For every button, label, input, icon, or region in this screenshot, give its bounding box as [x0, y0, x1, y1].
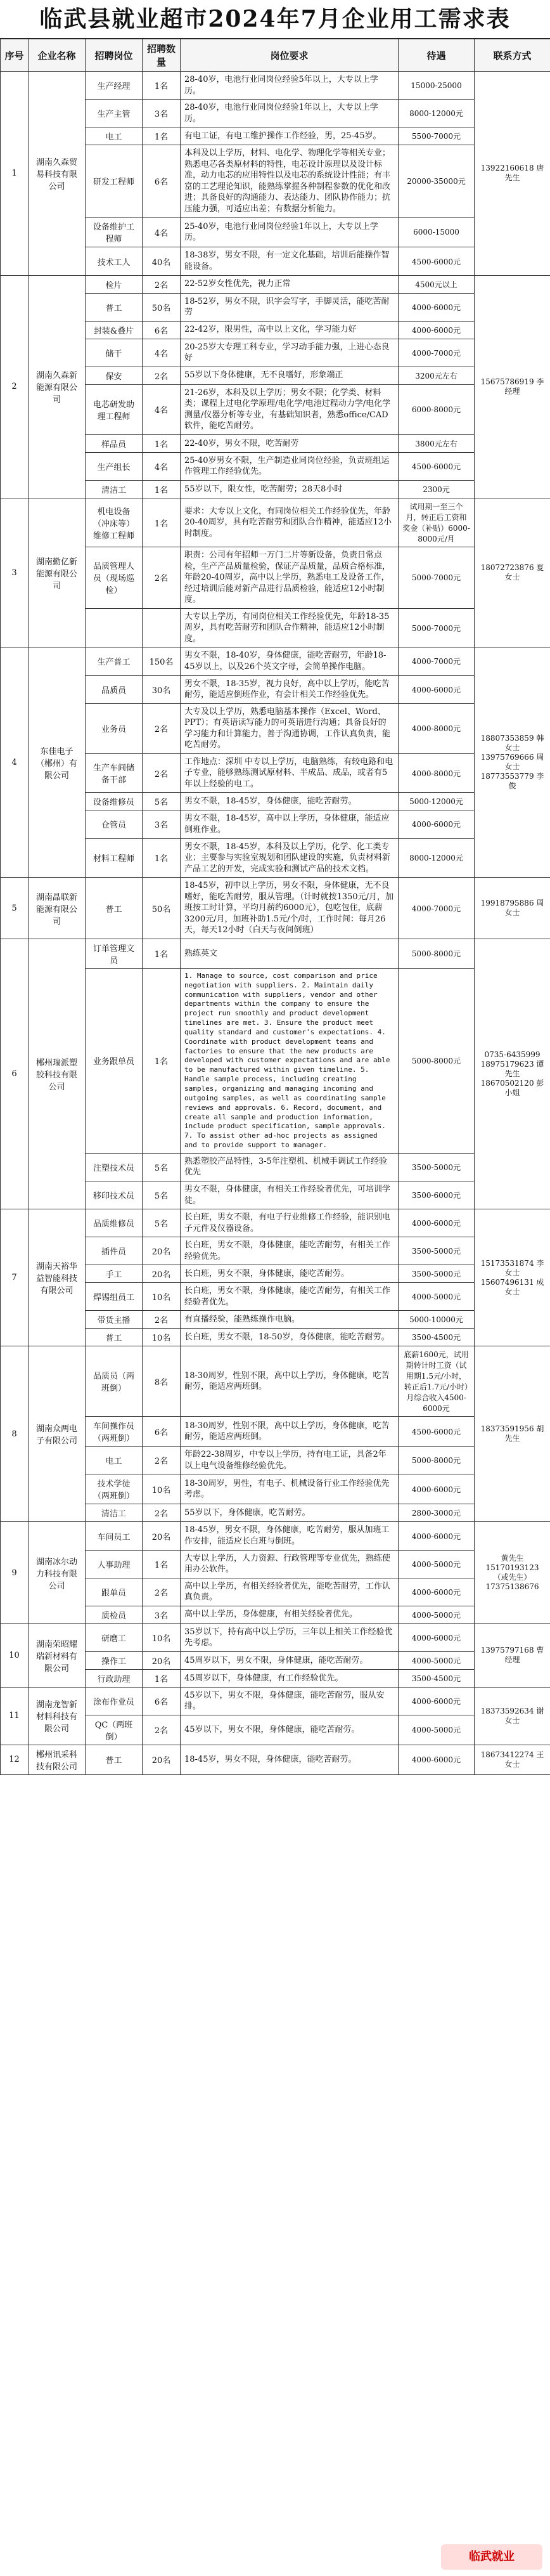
table-row: [1, 939, 550, 968]
cell-position: 品质员: [86, 675, 143, 703]
cell-count: 8名: [143, 1346, 181, 1417]
cell-position: 仓管员: [86, 810, 143, 838]
cell-requirements: 22-40岁，男女不限，吃苦耐劳: [181, 434, 399, 452]
cell-requirements: 工作地点：深圳 中专以上学历，电脑熟练，有较电路和电子专业，能够熟练测试原材料、半成品、成品，或者有5年以上经验的电工。: [181, 753, 399, 793]
cell-requirements: 大专以上学历，有同岗位相关工作经验优先，年龄18-35周岁，具有吃苦耐劳和团队合作精神，能适应12小时制度。: [181, 608, 399, 647]
header-seq: 序号: [1, 39, 29, 72]
cell-requirements: 45岁以下，男女不限，身体健康，能吃苦耐劳，服从安排。: [181, 1687, 399, 1715]
cell-pay: 3500-6000元: [399, 1181, 475, 1209]
cell-count: 2名: [143, 1311, 181, 1329]
cell-requirements: 年龄22-38周岁，中专以上学历，持有电工证，具备2年以上电气设备维修经验优先。: [181, 1447, 399, 1474]
cell-count: 4名: [143, 452, 181, 480]
cell-requirements: 55岁以下身体健康，无不良嗜好，形象端正: [181, 367, 399, 384]
cell-pay: 5500-7000元: [399, 127, 475, 145]
cell-pay: 4000-6000元: [399, 810, 475, 838]
cell-count: 1名: [143, 1669, 181, 1687]
header-count: 招聘数量: [143, 39, 181, 72]
cell-position: 业务员: [86, 703, 143, 753]
cell-company: 郴州瑞派塑胶科技有限公司: [29, 939, 86, 1209]
cell-requirements: 18-45岁，男女不限，身体健康，吃苦耐劳，服从加班工作安排，能适应长白班与倒班。: [181, 1522, 399, 1550]
cell-seq: 6: [1, 939, 29, 1209]
cell-contact: 0735-6435999 18975179623 谭先生 18670502120 彭小姐: [475, 939, 550, 1209]
cell-position: 注塑技术员: [86, 1153, 143, 1181]
cell-requirements: 职责：公司有年招师一万门二片等新设备，负责日常点检，生产产品质量检验，保证产品质量，品质合格标准，年龄20-40周岁，高中以上学历，熟悉电工及设备工作，经过培训后能对新产品进行品质检验，能适应12小时制度。: [181, 547, 399, 609]
table-row: [1, 498, 550, 547]
header-pay: 待遇: [399, 39, 475, 72]
cell-pay: 4500-6000元: [399, 452, 475, 480]
cell-count: [143, 608, 181, 647]
cell-contact: 15675786919 李经理: [475, 275, 550, 498]
cell-company: 湖南荣昭耀瑞新材料有限公司: [29, 1623, 86, 1687]
table-header: [1, 39, 550, 72]
cell-count: 2名: [143, 1578, 181, 1606]
table-row: [1, 1687, 550, 1715]
cell-position: 普工: [86, 1329, 143, 1346]
cell-requirements: 长白班，男女不限，身体健康，能吃苦耐劳，有相关工作经验优先。: [181, 1237, 399, 1265]
cell-position: 订单管理文员: [86, 939, 143, 968]
cell-requirements: 18-30周岁，性别不限，高中以上学历，身体健康，吃苦耐劳，能适应两班倒。: [181, 1417, 399, 1447]
cell-position: 带货主播: [86, 1311, 143, 1329]
cell-pay: 4000-5000元: [399, 1550, 475, 1578]
cell-requirements: 18-30周岁，性别不限，高中以上学历，身体健康，吃苦耐劳，能适应两班倒。: [181, 1346, 399, 1417]
header-position: 招聘岗位: [86, 39, 143, 72]
cell-position: 机电设备（冲床等）维修工程师: [86, 498, 143, 547]
cell-count: 5名: [143, 793, 181, 810]
cell-company: 湖南龙智新材料科技有限公司: [29, 1687, 86, 1745]
cell-position: 品质员（两班倒）: [86, 1346, 143, 1417]
cell-position: 设备维修员: [86, 793, 143, 810]
table-row: [1, 72, 550, 100]
cell-position: 普工: [86, 1745, 143, 1774]
table-row: [1, 878, 550, 939]
cell-position: 电工: [86, 1447, 143, 1474]
cell-requirements: 18-45岁，男女不限，身体健康，能吃苦耐劳。: [181, 1745, 399, 1774]
cell-pay: 8000-12000元: [399, 838, 475, 878]
cell-pay: 4000-6000元: [399, 1522, 475, 1550]
cell-contact: 18673412274 王女士: [475, 1745, 550, 1774]
cell-seq: 12: [1, 1745, 29, 1774]
cell-pay: 4000-5000元: [399, 1651, 475, 1669]
cell-requirements: 25-40岁男女不限，生产制造业同岗位经验，负责班组运作管理工作经验优先。: [181, 452, 399, 480]
cell-company: 湖南久森新能源有限公司: [29, 275, 86, 498]
cell-count: 6名: [143, 321, 181, 339]
cell-requirements: 22-52岁女性优先，视力正常: [181, 275, 399, 293]
cell-pay: 4000-6000元: [399, 1623, 475, 1651]
cell-contact: 13975797168 曹经理: [475, 1623, 550, 1687]
cell-count: 2名: [143, 753, 181, 793]
table-row: [1, 1623, 550, 1651]
cell-pay: 3500-5000元: [399, 1153, 475, 1181]
cell-requirements: 男女不限，18-35岁，视力良好，高中以上学历，能吃苦耐劳，能适应倒班作业，有会计相关工作经验优先。: [181, 675, 399, 703]
cell-count: 6名: [143, 1687, 181, 1715]
cell-pay: 4000-6000元: [399, 293, 475, 321]
cell-count: 5名: [143, 1153, 181, 1181]
cell-company: 东佳电子（郴州）有限公司: [29, 647, 86, 878]
cell-pay: 5000-7000元: [399, 608, 475, 647]
cell-pay: 4000-6000元: [399, 1209, 475, 1237]
cell-pay: 5000-12000元: [399, 793, 475, 810]
cell-pay: 4000-6000元: [399, 1745, 475, 1774]
cell-position: 插件员: [86, 1237, 143, 1265]
cell-contact: 黄先生 15170193123 （或先生） 17375138676: [475, 1522, 550, 1623]
cell-contact: 18373591956 胡先生: [475, 1346, 550, 1522]
cell-count: 1名: [143, 838, 181, 878]
cell-requirements: 熟练英文: [181, 939, 399, 968]
cell-seq: 10: [1, 1623, 29, 1687]
cell-pay: 4000-5000元: [399, 1283, 475, 1311]
cell-seq: 11: [1, 1687, 29, 1745]
cell-count: 2名: [143, 275, 181, 293]
cell-pay: 4000-7000元: [399, 339, 475, 367]
cell-requirements: 高中以上学历，身体健康，有相关经验者优先。: [181, 1606, 399, 1623]
cell-pay: 5000-7000元: [399, 547, 475, 609]
cell-pay: 4000-6000元: [399, 1578, 475, 1606]
cell-position: 行政助理: [86, 1669, 143, 1687]
cell-requirements: 长白班，男女不限，有电子行业维修工作经验，能识别电子元件及仪器设备。: [181, 1209, 399, 1237]
cell-pay: 4000-6000元: [399, 1474, 475, 1504]
cell-pay: 4000-6000元: [399, 1687, 475, 1715]
cell-position: 生产主管: [86, 100, 143, 127]
cell-requirements: 男女不限，身体健康，有相关工作经验者优先，可培训学徒。: [181, 1181, 399, 1209]
cell-count: 1名: [143, 434, 181, 452]
cell-requirements: 28-40岁，电池行业同岗位经验5年以上，大专以上学历。: [181, 72, 399, 100]
cell-pay: 5000-8000元: [399, 968, 475, 1153]
cell-count: 6名: [143, 1417, 181, 1447]
cell-company: 湖南天裕华益智能科技有限公司: [29, 1209, 86, 1346]
cell-position: 储干: [86, 339, 143, 367]
cell-count: 2名: [143, 1715, 181, 1745]
cell-position: 清洁工: [86, 481, 143, 498]
cell-pay: 4500-6000元: [399, 247, 475, 275]
cell-requirements: 男女不限，18-40岁，身体健康，能吃苦耐劳，年龄18-45岁以上，以及26个英文字母，会简单操作电脑。: [181, 647, 399, 675]
cell-requirements: 长白班，男女不限，18-50岁，身体健康，能吃苦耐劳。: [181, 1329, 399, 1346]
cell-position: 焊锡组员工: [86, 1283, 143, 1311]
cell-requirements: 大专以上学历，人力资源、行政管理等专业优先，熟练使用办公软件。: [181, 1550, 399, 1578]
cell-pay: 20000-35000元: [399, 145, 475, 218]
cell-requirements: 25-40岁，电池行业同岗位经验1年以上，大专以上学历。: [181, 218, 399, 247]
header-contact: 联系方式: [475, 39, 550, 72]
cell-count: 10名: [143, 1283, 181, 1311]
cell-requirements: 大专及以上学历，熟悉电脑基本操作（Excel、Word、PPT）；有英语读写能力的可英语进行沟通；具备良好的学习能力和计算能力，善于沟通协调，工作认真负责，能吃苦耐劳。: [181, 703, 399, 753]
cell-pay: 试用期一至三个月，转正后工资和奖金（补贴）6000-8000元/月: [399, 498, 475, 547]
cell-requirements: 要求：大专以上文化，有同岗位相关工作经验优先，年龄20-40周岁，具有吃苦耐劳和团队合作精神，能适应12小时制度。: [181, 498, 399, 547]
cell-pay: 4000-6000元: [399, 321, 475, 339]
cell-requirements: 21-26岁，本科及以上学历；男女不限；化学类、材料类；课程上过电化学原理/电化学/电池过程动力学/电化学测量/仪器分析等专业，有基础知识者，熟悉office/CAD软件，能吃苦耐劳。: [181, 384, 399, 434]
cell-requirements: 22-42岁，限男性，高中以上文化，学习能力好: [181, 321, 399, 339]
cell-pay: 3800元左右: [399, 434, 475, 452]
table-row: [1, 1346, 550, 1417]
cell-position: 手工: [86, 1265, 143, 1283]
cell-requirements: 男女不限，18-45岁，身体健康，能吃苦耐劳。: [181, 793, 399, 810]
cell-count: 30名: [143, 675, 181, 703]
cell-count: 2名: [143, 547, 181, 609]
cell-count: 50名: [143, 878, 181, 939]
cell-position: [86, 608, 143, 647]
cell-count: 50名: [143, 293, 181, 321]
cell-position: 材料工程师: [86, 838, 143, 878]
cell-count: 20名: [143, 1745, 181, 1774]
cell-pay: 4000-5000元: [399, 1606, 475, 1623]
cell-position: 移印技术员: [86, 1181, 143, 1209]
cell-position: 普工: [86, 293, 143, 321]
cell-seq: 5: [1, 878, 29, 939]
cell-position: 涂布作业员: [86, 1687, 143, 1715]
cell-position: 清洁工: [86, 1504, 143, 1522]
cell-count: 2名: [143, 1504, 181, 1522]
cell-position: 保安: [86, 367, 143, 384]
cell-pay: 6000-8000元: [399, 384, 475, 434]
cell-position: 电工: [86, 127, 143, 145]
cell-pay: 6000-15000: [399, 218, 475, 247]
cell-pay: 4000-6000元: [399, 675, 475, 703]
cell-position: 设备维护工程师: [86, 218, 143, 247]
cell-requirements: 55岁以下，身体健康，吃苦耐劳。: [181, 1504, 399, 1522]
table-row: [1, 1209, 550, 1237]
cell-position: 研发工程师: [86, 145, 143, 218]
cell-requirements: 55岁以下，限女性，吃苦耐劳；28天8小时: [181, 481, 399, 498]
cell-company: 湖南冰尔动力科技有限公司: [29, 1522, 86, 1623]
header-requirements: 岗位要求: [181, 39, 399, 72]
cell-pay: 2300元: [399, 481, 475, 498]
cell-position: 封装&叠片: [86, 321, 143, 339]
cell-requirements: 长白班，男女不限，身体健康，能吃苦耐劳，有相关工作经验者优先。: [181, 1283, 399, 1311]
cell-count: 4名: [143, 218, 181, 247]
cell-position: 车间员工: [86, 1522, 143, 1550]
header-company: 企业名称: [29, 39, 86, 72]
cell-count: 2名: [143, 1447, 181, 1474]
cell-count: 1名: [143, 968, 181, 1153]
cell-pay: 3200元左右: [399, 367, 475, 384]
cell-count: 1名: [143, 498, 181, 547]
cell-requirements: 20-25岁大专理工科专业，学习动手能力强，上进心态良好: [181, 339, 399, 367]
cell-requirements: 18-38岁，男女不限，有一定文化基础，培训后能操作智能设备。: [181, 247, 399, 275]
cell-requirements: 有电工证，有电工维护操作工作经验，男，25-45岁。: [181, 127, 399, 145]
cell-position: 跟单员: [86, 1578, 143, 1606]
cell-position: 操作工: [86, 1651, 143, 1669]
cell-requirements: 1. Manage to source, cost comparison and price negotiation with suppliers. 2. Maintain daily communication with suppliers, vendor and other departments within the company to ensure the project run smoothly and product development timelines are met. 3. Ensure the product meet quality standard and customer's expectations. 4. Coordinate with product development teams and factories to ensure that the new products are developed with customer expectations and are able to be manufactured within given timeline. 5. Handle sample process, including creating samples, organizing and managing incoming and outgoing samples, as well as coordinating sample reviews and approvals. 6. Record, document, and create all sample and production information, include product specification, sample approvals. 7. To assist other ad-hoc projects as assigned and to provide support to manager.: [181, 968, 399, 1153]
cell-requirements: 高中以上学历，有相关经验者优先，能吃苦耐劳，工作认真负责。: [181, 1578, 399, 1606]
cell-count: 10名: [143, 1623, 181, 1651]
cell-count: 1名: [143, 127, 181, 145]
cell-pay: 5000-10000元: [399, 1311, 475, 1329]
cell-requirements: 18-30周岁，男性，有电子、机械设备行业工作经验优先考虑。: [181, 1474, 399, 1504]
cell-pay: 4500-6000元: [399, 1417, 475, 1447]
cell-seq: 8: [1, 1346, 29, 1522]
cell-count: 4名: [143, 384, 181, 434]
cell-pay: 4000-7000元: [399, 647, 475, 675]
cell-count: 6名: [143, 145, 181, 218]
table-row: [1, 1745, 550, 1774]
cell-company: 湖南众两电子有限公司: [29, 1346, 86, 1522]
cell-position: 质检员: [86, 1606, 143, 1623]
cell-pay: 5000-8000元: [399, 1447, 475, 1474]
cell-contact: 18072723876 夏女士: [475, 498, 550, 647]
cell-requirements: 18-45岁，初中以上学历，男女不限，身体健康，无不良嗜好，能吃苦耐劳，服从管理。（计时就按1350元/月，加班按工时计算，平均月薪约6000元），包吃包住，底薪3200元/月，加班补助1.5元/个/时，工作时间：每月26天，每天12小时（白天与夜间倒班）: [181, 878, 399, 939]
table-body: [1, 72, 550, 1775]
watermark-logo: 临武就业: [441, 2544, 542, 2570]
cell-requirements: 45岁以下，男女不限，身体健康，能吃苦耐劳。: [181, 1715, 399, 1745]
cell-count: 5名: [143, 1181, 181, 1209]
cell-pay: 3500-5000元: [399, 1265, 475, 1283]
cell-position: 样品员: [86, 434, 143, 452]
cell-requirements: 男女不限，18-45岁，本科及以上学历，化学、化工类专业；主要参与实验室规划和团队建设的实施，负责材料新产品工艺的开发，完成实验和测试产品的技术文档。: [181, 838, 399, 878]
cell-pay: 3500-4500元: [399, 1669, 475, 1687]
page-title: 临武县就业超市2024年7月企业用工需求表: [0, 0, 550, 39]
cell-count: 20名: [143, 1522, 181, 1550]
cell-count: 1名: [143, 72, 181, 100]
cell-position: 生产车间储备干部: [86, 753, 143, 793]
cell-pay: 4000-8000元: [399, 703, 475, 753]
cell-count: 2名: [143, 367, 181, 384]
cell-position: 电芯研发助理工程师: [86, 384, 143, 434]
cell-position: 生产组长: [86, 452, 143, 480]
cell-count: 150名: [143, 647, 181, 675]
table-row: [1, 275, 550, 293]
table-row: [1, 1522, 550, 1550]
cell-seq: 1: [1, 72, 29, 276]
cell-pay: 5000-8000元: [399, 939, 475, 968]
cell-pay: 4000-7000元: [399, 878, 475, 939]
cell-requirements: 男女不限，18-45岁，高中以上学历，身体健康，能适应倒班作业。: [181, 810, 399, 838]
cell-contact: 19918795886 周女士: [475, 878, 550, 939]
cell-count: 3名: [143, 100, 181, 127]
cell-pay: 4000-8000元: [399, 753, 475, 793]
cell-position: 生产普工: [86, 647, 143, 675]
cell-company: 湖南久森贸易科技有限公司: [29, 72, 86, 276]
cell-count: 20名: [143, 1265, 181, 1283]
cell-count: 2名: [143, 703, 181, 753]
cell-requirements: 熟悉塑胶产品特性，3-5年注塑机、机械手调试工作经验优先: [181, 1153, 399, 1181]
cell-seq: 4: [1, 647, 29, 878]
cell-position: 人事助理: [86, 1550, 143, 1578]
cell-requirements: 本科及以上学历，材料、电化学、物理化学等相关专业；熟悉电芯各类原材料的特性，电芯设计原理以及设计标准，动力电芯的应用特性以及电芯的系统设计性能；有丰富的工艺理论知识，能熟练掌握各种制程参数的优化和改进；具备良好的沟通能力、表达能力、团队协作能力；抗压能力强，可适应出差；有数据分析能力。: [181, 145, 399, 218]
cell-count: 1名: [143, 481, 181, 498]
cell-position: 检片: [86, 275, 143, 293]
table-row: [1, 647, 550, 675]
cell-requirements: 35岁以下，持有高中以上学历，三年以上相关工作经验优先考虑。: [181, 1623, 399, 1651]
cell-count: 4名: [143, 339, 181, 367]
cell-company: 湖南勤亿新能源有限公司: [29, 498, 86, 647]
cell-contact: 13922160618 唐先生: [475, 72, 550, 276]
cell-seq: 3: [1, 498, 29, 647]
cell-seq: 7: [1, 1209, 29, 1346]
cell-requirements: 28-40岁，电池行业同岗位经验1年以上，大专以上学历。: [181, 100, 399, 127]
cell-pay: 底薪1600元，试用期转计时工资（试用期1.5元/小时，转正后1.7元/小时）月综合收入4500-6000元: [399, 1346, 475, 1417]
cell-pay: 4000-5000元: [399, 1715, 475, 1745]
cell-pay: 4500元以上: [399, 275, 475, 293]
cell-company: 郴州讯采科技有限公司: [29, 1745, 86, 1774]
cell-contact: 18373592634 谢女士: [475, 1687, 550, 1745]
cell-position: 研磨工: [86, 1623, 143, 1651]
cell-count: 10名: [143, 1329, 181, 1346]
cell-seq: 2: [1, 275, 29, 498]
cell-position: 品质维修员: [86, 1209, 143, 1237]
cell-requirements: 有直播经验，能熟练操作电脑。: [181, 1311, 399, 1329]
cell-pay: 2800-3000元: [399, 1504, 475, 1522]
cell-pay: 15000-25000: [399, 72, 475, 100]
cell-count: 3名: [143, 810, 181, 838]
cell-position: 生产经理: [86, 72, 143, 100]
cell-count: 10名: [143, 1474, 181, 1504]
cell-requirements: 45周岁以下，身体健康，有工作经验优先。: [181, 1669, 399, 1687]
cell-count: 3名: [143, 1606, 181, 1623]
cell-count: 40名: [143, 247, 181, 275]
cell-pay: 8000-12000元: [399, 100, 475, 127]
cell-position: 业务跟单员: [86, 968, 143, 1153]
cell-count: 5名: [143, 1209, 181, 1237]
cell-position: 车间操作员（两班倒）: [86, 1417, 143, 1447]
cell-position: QC（两班倒）: [86, 1715, 143, 1745]
cell-position: 技术学徒（两班倒）: [86, 1474, 143, 1504]
cell-company: 湖南晶联新能源有限公司: [29, 878, 86, 939]
cell-position: 品质管理人员（现场巡检）: [86, 547, 143, 609]
cell-pay: 3500-5000元: [399, 1237, 475, 1265]
cell-seq: 9: [1, 1522, 29, 1623]
cell-contact: 15173531874 李女士 15607496131 成女士: [475, 1209, 550, 1346]
jobs-table: [0, 39, 550, 1775]
cell-count: 20名: [143, 1237, 181, 1265]
cell-pay: 3500-4500元: [399, 1329, 475, 1346]
cell-count: 1名: [143, 939, 181, 968]
cell-count: 1名: [143, 1550, 181, 1578]
cell-requirements: 45周岁以下，男女不限，身体健康，能吃苦耐劳。: [181, 1651, 399, 1669]
cell-requirements: 长白班，男女不限，身体健康，能吃苦耐劳。: [181, 1265, 399, 1283]
cell-position: 技术工人: [86, 247, 143, 275]
cell-requirements: 18-52岁，男女不限，识字会写字，手脚灵活，能吃苦耐劳: [181, 293, 399, 321]
cell-contact: 18807353859 韩女士 13975769666 周女士 18773553779 李俊: [475, 647, 550, 878]
cell-position: 普工: [86, 878, 143, 939]
cell-count: 20名: [143, 1651, 181, 1669]
